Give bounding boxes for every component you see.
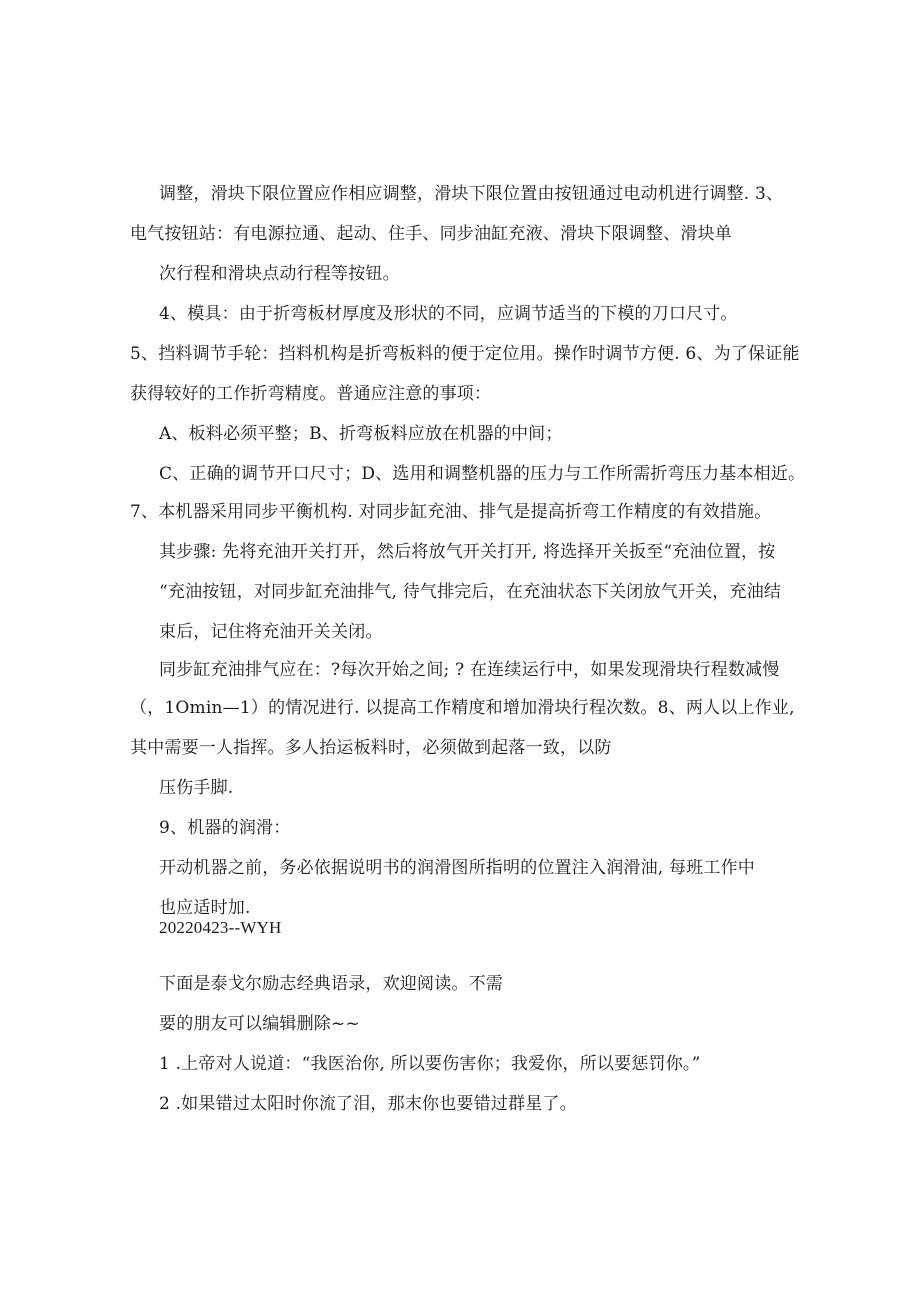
paragraph-line: C、正确的调节开口尺寸；D、选用和调整机器的压力与工作所需折弯压力基本相近。 [159, 464, 806, 484]
paragraph-line: 7、本机器采用同步平衡机构. 对同步缸充油、排气是提高折弯工作精度的有效措施。 [130, 502, 772, 522]
paragraph-line: 5、挡料调节手轮：挡料机构是折弯板料的便于定位用。操作时调节方便. 6、为了保证能 [130, 344, 800, 364]
paragraph-line: 9、机器的润滑： [159, 818, 291, 838]
paragraph-line: 开动机器之前，务必依据说明书的润滑图所指明的位置注入润滑油, 每班工作中 [159, 858, 756, 878]
paragraph-line: A、板料必须平整；B、折弯板料应放在机器的中间； [159, 424, 563, 444]
paragraph-line: 调整，滑块下限位置应作相应调整，滑块下限位置由按钮通过电动机进行调整. 3、 [159, 184, 784, 204]
paragraph-line: 次行程和滑块点动行程等按钮。 [159, 264, 400, 284]
paragraph-line: 压伤手脚. [159, 778, 234, 798]
paragraph-line: 4、模具：由于折弯板材厚度及形状的不同，应调节适当的下模的刀口尺寸。 [159, 304, 738, 324]
paragraph-line: 同步缸充油排气应在：?每次开始之间; ? 在连续运行中，如果发现滑块行程数减慢 [159, 660, 780, 680]
quote-item: 1 .上帝对人说道：“我医治你, 所以要伤害你；我爱你，所以要惩罚你。” [159, 1054, 701, 1074]
paragraph-line: （，1Omin—1）的情况进行. 以提高工作精度和增加滑块行程次数。8、两人以上作业, [130, 698, 795, 718]
date-stamp: 20220423--WYH [159, 918, 282, 937]
paragraph-line: 获得较好的工作折弯精度。普通应注意的事项： [130, 384, 492, 404]
quote-item: 2 .如果错过太阳时你流了泪，那末你也要错过群星了。 [159, 1094, 577, 1114]
paragraph-line: 束后，记住将充油开关关闭。 [159, 622, 383, 642]
paragraph-line: 其步骤: 先将充油开关打开，然后将放气开关打开, 将选择开关扳至“充油位置，按 [159, 542, 776, 562]
paragraph-line: 电气按钮站：有电源拉通、起动、住手、同步油缸充液、滑块下限调整、滑块单 [130, 224, 732, 244]
paragraph-line: 其中需要一人指挥。多人抬运板料时，必须做到起落一致，以防 [130, 738, 612, 758]
paragraph-line: 也应适时加. [159, 898, 251, 918]
appendix-intro: 要的朋友可以编辑删除~~ [159, 1014, 360, 1034]
appendix-intro: 下面是泰戈尔励志经典语录，欢迎阅读。不需 [159, 974, 503, 994]
paragraph-line: “充油按钮，对同步缸充油排气, 待气排完后，在充油状态下关闭放气开关，充油结 [159, 582, 782, 602]
